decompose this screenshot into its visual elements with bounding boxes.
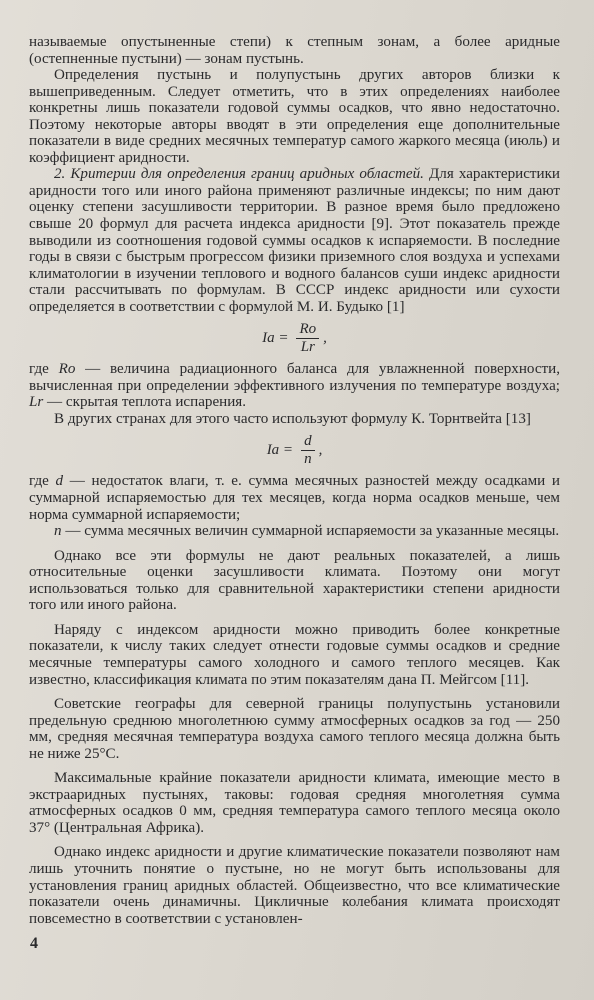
paragraph-7: Советские географы для северной границы полупустынь установили предельную среднюю многолетнюю сумму атмосферных осадков за год — 250 мм, средняя месячная температура воздуха самого теплого месяца должна быть не ниже 25°С. — [29, 696, 560, 762]
paragraph-8: Максимальные крайние показатели аридности климата, имеющие место в экстрааридных пустынях, таковы: годовая средняя многолетняя сумма атмосферных осадков 0 мм, средняя температура самого теплого месяца около 37° (Центральная Африка). — [29, 770, 560, 836]
definition-ro-prefix: где — [29, 361, 59, 378]
paragraph-2: Определения пустынь и полупустынь других авторов близки к вышеприведенным. Следует отметить, что в этих определениях наиболее конкретны лишь показатели годовой суммы осадков, что явно недостаточно. Поэтому некоторые авторы вводят в эти определения еще дополнительные показатели в виде средних месячных температур самого жаркого месяца (июль) и коэффициент аридности. — [29, 67, 560, 166]
paragraph-9: Однако индекс аридности и другие климатические показатели позволяют нам лишь уточнить понятие о пустыне, но не могут быть использованы для установления границ аридных областей. Общеизвестно, что все климатические показатели очень динамичны. Цикличные колебания климата происходят повсеместно в соответствии с установлен- — [29, 844, 560, 927]
formula-budyko-numerator: Ro — [296, 322, 319, 339]
definition-d-prefix: где — [29, 473, 56, 490]
definition-lr-text: — скрытая теплота испарения. — [43, 394, 247, 411]
section-heading: 2. Критерии для определения границ аридных областей. — [54, 166, 424, 183]
definition-ro — [29, 361, 560, 411]
paragraph-3 — [29, 166, 560, 315]
paragraph-6: Наряду с индексом аридности можно приводить более конкретные показатели, к числу таких следует отнести годовые суммы осадков и средние месячные температуры самого холодного и самого теплого месяцев. Как известно, классификация климата по этим показателям дана П. Мейгсом [11]. — [29, 621, 560, 688]
formula-thornthwaite-comma: , — [318, 442, 323, 459]
definition-n-text: — сумма месячных величин суммарной испаряемости за указанные месяцы. — [61, 523, 560, 540]
formula-thornthwaite-numerator: d — [301, 434, 315, 451]
formula-budyko-denominator: Lr — [300, 339, 315, 356]
definition-n — [29, 523, 560, 540]
paragraph-3-body: Для характеристики аридности того или иного района применяют различные индексы; по ним дают оценку степени засушливости территории. В разное время было предложено свыше 20 формул для расчета индекса аридности [9]. Этот показатель прежде выводили из соотношения годовой суммы осадков к испаряемости. В последние годы в связи с быстрым прогрессом физики приземного слоя воздуха и успехами климатологии в изучении теплового и водного балансов суши индекс аридности стали рассчитывать по формулам. В СССР индекс аридности или сухости определяется в соответствии с формулой М. И. Будыко [1] — [29, 166, 560, 315]
definition-d — [29, 473, 560, 523]
definition-d-variable: d — [55, 473, 64, 490]
formula-budyko — [29, 322, 560, 355]
document-page — [29, 34, 560, 927]
definition-ro-variable: Ro — [58, 361, 76, 378]
formula-thornthwaite-expr — [267, 434, 323, 467]
definition-ro-text: — величина радиационного баланса для увлажненной поверхности, вычисленная при определении эффективного излучения по температуре воздуха; — [29, 361, 560, 394]
definition-n-variable: n — [54, 523, 62, 540]
paragraph-4: В других странах для этого часто используют формулу К. Торнтвейта [13] — [54, 410, 531, 427]
page-number: 4 — [30, 935, 38, 952]
formula-thornthwaite-denominator: n — [304, 451, 312, 468]
formula-budyko-lhs: Ia = — [262, 330, 289, 347]
formula-budyko-comma: , — [323, 330, 327, 347]
formula-thornthwaite — [29, 434, 560, 467]
formula-budyko-expr — [262, 322, 327, 355]
definition-lr-variable: Lr — [29, 394, 44, 411]
formula-thornthwaite-fraction — [301, 434, 315, 467]
formula-thornthwaite-lhs: Ia = — [266, 442, 294, 459]
formula-budyko-fraction — [296, 322, 319, 355]
paragraph-5: Однако все эти формулы не дают реальных показателей, а лишь относительные оценки засушливости климата. Поэтому они могут использоваться только для сравнительной характеристики степени аридности того или иного района. — [29, 547, 560, 614]
paragraph-1: называемые опустыненные степи) к степным зонам, а более аридные (остепненные пустыни) — зонам пустынь. — [29, 34, 560, 67]
definition-d-text: — недостаток влаги, т. е. сумма месячных разностей между осадками и суммарной испаряемостью для тех месяцев, когда норма осадков меньше, чем норма суммарной испаряемости; — [29, 473, 560, 523]
